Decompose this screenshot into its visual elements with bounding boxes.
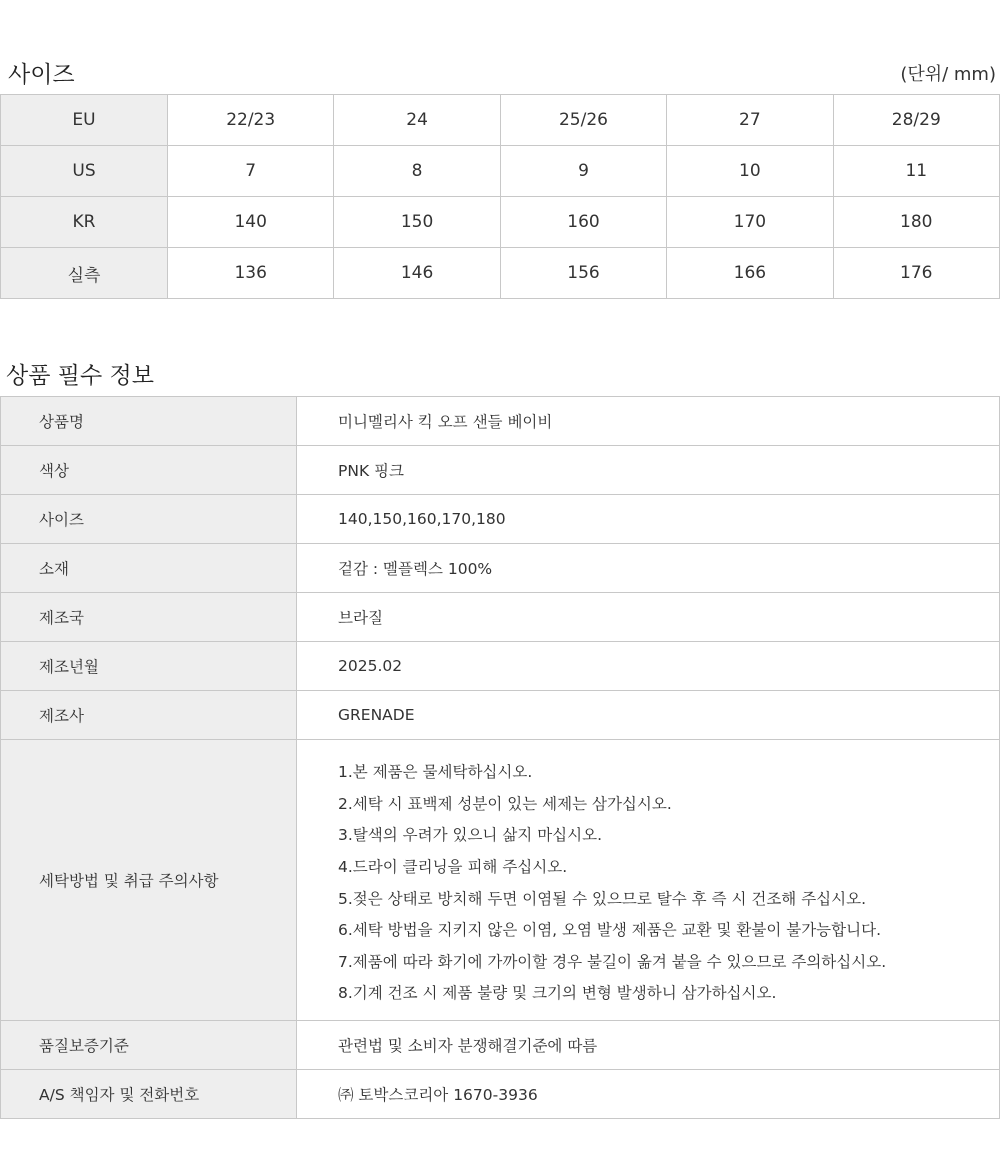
info-value: 2025.02	[297, 642, 1000, 691]
care-item: 4.드라이 클리닝을 피해 주십시오.	[338, 857, 568, 876]
info-value: 140,150,160,170,180	[297, 495, 1000, 544]
size-cell: 176	[833, 248, 999, 299]
size-table	[0, 94, 1000, 299]
size-section-title: 사이즈	[8, 62, 75, 88]
info-row-size	[1, 495, 1000, 544]
info-label: A/S 책임자 및 전화번호	[1, 1070, 297, 1119]
care-item: 7.제품에 따라 화기에 가까이할 경우 불길이 옮겨 붙을 수 있으므로 주의하십시오.	[338, 952, 887, 971]
size-cell: 146	[334, 248, 500, 299]
size-row-eu	[1, 95, 1000, 146]
info-value: 미니멜리사 킥 오프 샌들 베이비	[297, 397, 1000, 446]
info-row-manufacturer	[1, 691, 1000, 740]
size-cell: 9	[500, 146, 666, 197]
care-item: 2.세탁 시 표백제 성분이 있는 세제는 삼가십시오.	[338, 794, 672, 813]
care-item: 5.젖은 상태로 방치해 두면 이염될 수 있으므로 탈수 후 즉 시 건조해 주십시오.	[338, 889, 867, 908]
size-cell: 10	[667, 146, 833, 197]
info-row-as-contact	[1, 1070, 1000, 1119]
info-row-care	[1, 740, 1000, 1021]
info-value: 겉감 : 멜플렉스 100%	[297, 544, 1000, 593]
size-cell: 150	[334, 197, 500, 248]
size-cell: 27	[667, 95, 833, 146]
size-cell: 136	[168, 248, 334, 299]
info-section-title: 상품 필수 정보	[6, 363, 154, 389]
care-list	[338, 750, 999, 1010]
info-label: 세탁방법 및 취급 주의사항	[1, 740, 297, 1021]
info-label: 사이즈	[1, 495, 297, 544]
info-value: ㈜ 토박스코리아 1670-3936	[297, 1070, 1000, 1119]
size-cell: 156	[500, 248, 666, 299]
info-value: PNK 핑크	[297, 446, 1000, 495]
product-info-table	[0, 396, 1000, 1119]
size-cell: 160	[500, 197, 666, 248]
size-row-label: US	[1, 146, 168, 197]
info-value: GRENADE	[297, 691, 1000, 740]
size-row-label: 실측	[1, 248, 168, 299]
size-cell: 24	[334, 95, 500, 146]
care-item: 8.기계 건조 시 제품 불량 및 크기의 변형 발생하니 삼가하십시오.	[338, 984, 777, 1003]
size-row-measured	[1, 248, 1000, 299]
info-row-color	[1, 446, 1000, 495]
info-value: 브라질	[297, 593, 1000, 642]
info-label: 상품명	[1, 397, 297, 446]
care-item: 1.본 제품은 물세탁하십시오.	[338, 763, 533, 782]
size-row-label: EU	[1, 95, 168, 146]
size-cell: 7	[168, 146, 334, 197]
info-row-manufacture-date	[1, 642, 1000, 691]
care-item: 6.세탁 방법을 지키지 않은 이염, 오염 발생 제품은 교환 및 환불이 불가능합니다.	[338, 921, 882, 940]
info-label: 소재	[1, 544, 297, 593]
info-label: 제조사	[1, 691, 297, 740]
size-cell: 22/23	[168, 95, 334, 146]
size-unit-label: (단위/ mm)	[900, 64, 996, 85]
size-cell: 25/26	[500, 95, 666, 146]
size-cell: 166	[667, 248, 833, 299]
size-cell: 28/29	[833, 95, 999, 146]
size-cell: 8	[334, 146, 500, 197]
info-label: 색상	[1, 446, 297, 495]
care-instructions	[297, 740, 1000, 1021]
info-row-country	[1, 593, 1000, 642]
info-row-material	[1, 544, 1000, 593]
info-value: 관련법 및 소비자 분쟁해결기준에 따름	[297, 1021, 1000, 1070]
care-item: 3.탈색의 우려가 있으니 삶지 마십시오.	[338, 826, 603, 845]
size-row-label: KR	[1, 197, 168, 248]
size-cell: 180	[833, 197, 999, 248]
info-label: 제조국	[1, 593, 297, 642]
size-cell: 170	[667, 197, 833, 248]
size-cell: 140	[168, 197, 334, 248]
size-row-kr	[1, 197, 1000, 248]
size-cell: 11	[833, 146, 999, 197]
info-row-product-name	[1, 397, 1000, 446]
info-label: 품질보증기준	[1, 1021, 297, 1070]
info-row-quality-standard	[1, 1021, 1000, 1070]
info-label: 제조년월	[1, 642, 297, 691]
size-row-us	[1, 146, 1000, 197]
